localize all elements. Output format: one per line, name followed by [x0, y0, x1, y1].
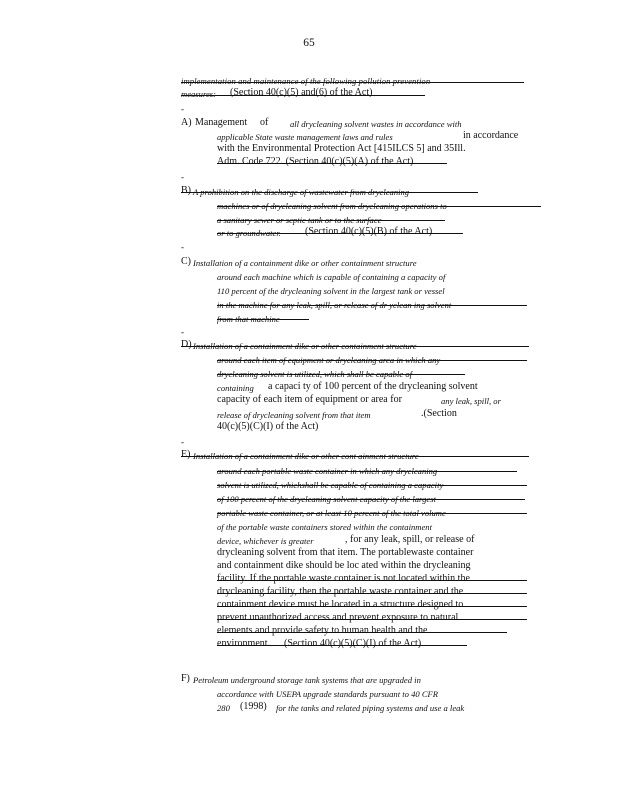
- item-e-line-4: of 100 percent of the drycleaning solvent capacity of the largest: [217, 494, 436, 504]
- strike-rule: [217, 471, 517, 472]
- item-a-line-1a: Management: [195, 117, 248, 128]
- item-e-label: E): [181, 449, 191, 460]
- item-e-line-2: around each portable waste container in which any drycleaning: [217, 466, 438, 476]
- item-b-line-4a: or to groundwater.: [217, 228, 281, 238]
- item-f-line-1: Petroleum underground storage tank systems that are upgraded in: [193, 675, 421, 685]
- item-d-line-4a: containing: [217, 383, 254, 393]
- item-e-line-11: drycleaning facility, then the portable waste container and the: [217, 586, 464, 597]
- item-f-label: F): [181, 673, 190, 684]
- dash-marker: -: [181, 104, 184, 114]
- strike-rule: [217, 593, 527, 594]
- item-e-line-8: drycleaning solvent from that item. The portablewaste container: [217, 547, 474, 558]
- item-b-line-2: machines or of drycleaning solvent from drycleaning operations to: [217, 201, 447, 211]
- item-a-line-1c: all drycleaning solvent wastes in accordance with: [290, 119, 462, 129]
- item-c-label: C): [181, 256, 191, 267]
- item-e-line-1: Installation of a containment dike or other cont ainment structure: [193, 451, 419, 461]
- item-e-line-14: elements and provide safety to human health and the: [217, 625, 428, 636]
- item-e-line-7a: device, whichever is greater: [217, 536, 314, 546]
- item-d-line-2: around each item of equipment or drycleaning area in which any: [217, 355, 441, 365]
- item-e-line-15b: (Section 40(c)(5)(C)(I) of the Act): [284, 638, 422, 649]
- item-e-line-7b: , for any leak, spill, or release of: [345, 534, 475, 545]
- item-e-line-5: portable waste container, or at least 10 percent of the total volume: [217, 508, 446, 518]
- strike-rule: [217, 163, 447, 164]
- item-d-line-5b: any leak, spill, or: [441, 396, 501, 406]
- item-d-line-3: drycleaning solvent is utilized, which shall be capable of: [217, 369, 413, 379]
- item-b-line-1: A prohibition on the discharge of wastewater from drycleaning: [193, 187, 410, 197]
- strike-rule: [217, 220, 445, 221]
- dash-marker: -: [181, 172, 184, 182]
- item-e-line-9: and containment dike should be loc ated within the drycleaning: [217, 560, 471, 571]
- item-e-line-13: prevent unauthorized access and prevent exposure to natural: [217, 612, 459, 623]
- item-d-line-4b: a capaci ty of 100 percent of the drycleaning solvent: [268, 381, 478, 392]
- strike-rule: [217, 485, 527, 486]
- item-a-line-1b: of: [260, 117, 269, 128]
- page-number: 65: [303, 37, 315, 49]
- strike-rule: [217, 619, 527, 620]
- strike-rule: [217, 305, 527, 306]
- item-e-line-10: facility. If the portable waste container is not located within the: [217, 573, 470, 584]
- item-d-line-5a: capacity of each item of equipment or area for: [217, 394, 402, 405]
- intro-line-2b: (Section 40(c)(5) and(6) of the Act): [230, 87, 373, 98]
- item-c-line-2: around each machine which is capable of containing a capacity of: [217, 272, 446, 282]
- strike-rule: [181, 192, 478, 193]
- dash-marker: -: [181, 437, 184, 447]
- strike-rule: [217, 606, 527, 607]
- item-b-line-4b: (Section 40(c)(5)(B) of the Act): [305, 226, 433, 237]
- item-c-line-1: Installation of a containment dike or other containment structure: [193, 258, 417, 268]
- strike-rule: [217, 580, 527, 581]
- item-e-line-6: of the portable waste containers stored within the containment: [217, 522, 432, 532]
- item-a-line-4: Adm. Code 722. (Section 40(c)(5)(A) of the Act): [217, 156, 414, 167]
- dash-marker: -: [181, 242, 184, 252]
- intro-line-2a: measures:: [181, 89, 217, 99]
- strike-rule: [181, 456, 529, 457]
- item-d-line-6a: release of drycleaning solvent from that item: [217, 410, 371, 420]
- item-f-line-2: accordance with USEPA upgrade standards pursuant to 40 CFR: [217, 689, 439, 699]
- strike-rule: [217, 360, 527, 361]
- item-a-line-2b: in accordance: [463, 130, 519, 141]
- item-b-label: B): [181, 185, 191, 196]
- item-e-line-15a: environment.: [217, 638, 271, 649]
- item-f-line-3a: 280: [217, 703, 230, 713]
- item-d-line-7: 40(c)(5)(C)(I) of the Act): [217, 421, 319, 432]
- item-c-line-5: from that machine: [217, 314, 280, 324]
- strike-rule: [181, 82, 524, 83]
- item-a-line-2a: applicable State waste management laws and rules: [217, 132, 393, 142]
- item-d-line-1: Installation of a containment dike or other containment structure: [193, 341, 417, 351]
- item-f-line-3b: (1998): [240, 701, 267, 712]
- strike-rule: [217, 233, 463, 234]
- strike-rule: [217, 513, 527, 514]
- item-f-line-3c: for the tanks and related piping systems and use a leak: [276, 703, 465, 713]
- strike-rule: [217, 319, 309, 320]
- strike-rule: [217, 374, 465, 375]
- strike-rule: [217, 632, 507, 633]
- item-e-line-12: containment device must be located in a structure designed to: [217, 599, 464, 610]
- strike-rule: [181, 346, 529, 347]
- strike-rule: [181, 95, 425, 96]
- item-a-label: A): [181, 117, 192, 128]
- strike-rule: [217, 206, 541, 207]
- dash-marker: -: [181, 327, 184, 337]
- item-a-line-3: with the Environmental Protection Act [415ILCS 5] and 35Ill.: [217, 143, 466, 154]
- strike-rule: [217, 645, 467, 646]
- item-d-label: D): [181, 339, 192, 350]
- item-c-line-4: in the machine for any leak, spill, or release of dr yclean ing solvent: [217, 300, 452, 310]
- strike-rule: [217, 499, 525, 500]
- item-b-line-3: a sanitary sewer or septic tank or to the surface: [217, 215, 382, 225]
- item-d-line-6b: .(Section: [421, 408, 457, 419]
- item-e-line-3: solvent is utilized, whichshall be capable of containing a capacity: [217, 480, 444, 490]
- intro-line-1: implementation and maintenance of the following pollution prevention: [181, 76, 431, 86]
- item-c-line-3: 110 percent of the drycleaning solvent in the largest tank or vessel: [217, 286, 445, 296]
